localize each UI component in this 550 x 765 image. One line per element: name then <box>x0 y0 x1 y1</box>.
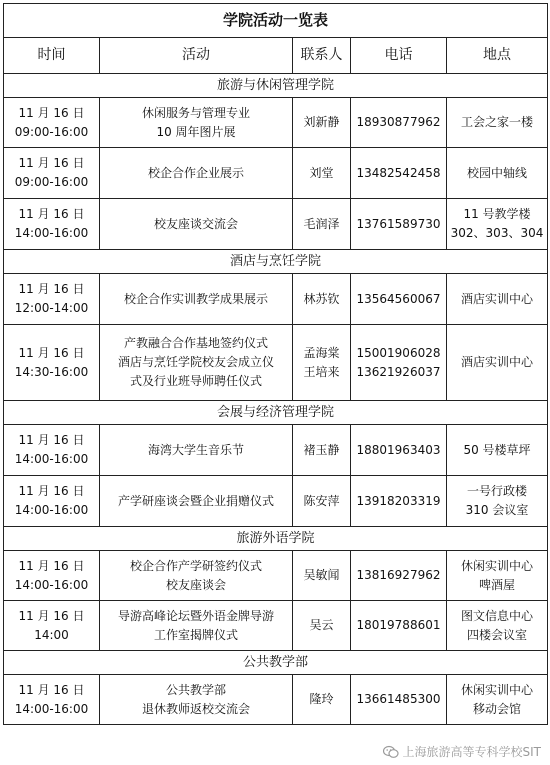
table-row <box>4 601 548 651</box>
place-line: 图文信息中心 <box>461 608 534 623</box>
place-cell <box>447 601 548 651</box>
contact-line: 吴云 <box>309 618 334 632</box>
phone-line: 13761589730 <box>356 216 441 231</box>
activity-line: 产学研座谈会暨企业捐赠仪式 <box>117 493 274 508</box>
activity-cell <box>100 274 293 325</box>
place-cell <box>447 148 548 199</box>
place-cell <box>447 675 548 725</box>
phone-line: 13621926037 <box>356 364 441 379</box>
time-cell <box>4 476 100 527</box>
place-line: 11 号教学楼 <box>463 207 531 221</box>
time-line: 11 月 16 日 <box>18 433 85 447</box>
phone-line: 13482542458 <box>356 165 441 180</box>
contact-line: 陈安萍 <box>303 493 340 508</box>
time-line: 11 月 16 日 <box>18 608 85 623</box>
contact-cell <box>293 675 351 725</box>
time-cell <box>4 199 100 250</box>
time-cell <box>4 425 100 476</box>
activity-cell <box>100 551 293 601</box>
activity-cell <box>100 98 293 148</box>
contact-line: 刘新静 <box>303 115 340 129</box>
time-cell <box>4 325 100 401</box>
phone-cell <box>351 551 447 601</box>
phone-line: 15001906028 <box>356 345 441 360</box>
place-line: 移动会馆 <box>473 701 522 716</box>
section-name: 公共教学部 <box>4 651 548 675</box>
phone-cell <box>351 274 447 325</box>
time-line: 09:00-16:00 <box>14 175 89 189</box>
time-line: 14:00-16:00 <box>14 226 89 240</box>
time-line: 12:00-14:00 <box>14 301 89 315</box>
time-line: 09:00-16:00 <box>14 124 89 139</box>
section-row <box>4 250 548 274</box>
time-cell <box>4 148 100 199</box>
time-line: 14:00-16:00 <box>14 503 89 517</box>
place-line: 酒店实训中心 <box>461 355 534 369</box>
place-cell <box>447 199 548 250</box>
activity-line: 校友座谈交流会 <box>153 216 238 231</box>
header-place: 地点 <box>447 38 548 74</box>
activity-line: 产教融合合作基地签约仪式 <box>123 336 268 350</box>
table-row <box>4 325 548 401</box>
time-line: 11 月 16 日 <box>18 484 85 498</box>
time-line: 11 月 16 日 <box>18 282 85 296</box>
phone-line: 13918203319 <box>356 493 441 508</box>
activity-line: 10 周年图片展 <box>156 124 236 139</box>
table-row <box>4 425 548 476</box>
place-line: 酒店实训中心 <box>461 291 534 306</box>
activity-line: 校企合作实训教学成果展示 <box>123 291 268 306</box>
activity-cell <box>100 425 293 476</box>
place-cell <box>447 551 548 601</box>
table-row <box>4 551 548 601</box>
table-row <box>4 148 548 199</box>
place-line: 50 号楼草坪 <box>463 442 531 457</box>
contact-cell <box>293 325 351 401</box>
time-line: 11 月 16 日 <box>18 345 85 360</box>
contact-cell <box>293 274 351 325</box>
contact-line: 王培来 <box>303 364 340 379</box>
phone-line: 18019788601 <box>356 618 441 632</box>
contact-line: 隆玲 <box>309 692 334 706</box>
activity-cell <box>100 675 293 725</box>
place-line: 休闲实训中心 <box>461 558 534 573</box>
time-line: 14:30-16:00 <box>14 364 89 379</box>
section-row <box>4 527 548 551</box>
contact-cell <box>293 425 351 476</box>
phone-cell <box>351 148 447 199</box>
place-cell <box>447 98 548 148</box>
contact-cell <box>293 601 351 651</box>
contact-line: 吴敏闻 <box>303 568 340 582</box>
activity-cell <box>100 601 293 651</box>
place-cell <box>447 325 548 401</box>
table-row <box>4 274 548 325</box>
place-line: 休闲实训中心 <box>461 682 534 697</box>
phone-cell <box>351 476 447 527</box>
contact-line: 毛润泽 <box>303 216 340 231</box>
section-name: 旅游与休闲管理学院 <box>4 74 548 98</box>
phone-cell <box>351 199 447 250</box>
section-row <box>4 74 548 98</box>
table-row <box>4 199 548 250</box>
contact-cell <box>293 199 351 250</box>
time-line: 11 月 16 日 <box>18 558 85 573</box>
time-line: 14:00 <box>34 627 69 642</box>
time-line: 14:00-16:00 <box>14 452 89 466</box>
contact-line: 孟海棠 <box>303 345 340 360</box>
contact-cell <box>293 148 351 199</box>
header-contact: 联系人 <box>293 38 351 74</box>
contact-line: 林苏钦 <box>303 291 340 306</box>
phone-line: 13816927962 <box>356 568 441 582</box>
activity-line: 校企合作产学研签约仪式 <box>129 558 262 573</box>
contact-line: 刘堂 <box>309 165 334 180</box>
time-cell <box>4 551 100 601</box>
phone-line: 13661485300 <box>356 692 441 706</box>
time-cell <box>4 601 100 651</box>
place-cell <box>447 274 548 325</box>
activity-line: 公共教学部 <box>165 682 226 697</box>
activity-cell <box>100 148 293 199</box>
section-name: 会展与经济管理学院 <box>4 401 548 425</box>
time-line: 11 月 16 日 <box>18 682 85 697</box>
watermark <box>380 742 545 761</box>
place-cell <box>447 476 548 527</box>
section-row <box>4 401 548 425</box>
place-line: 302、303、304 <box>450 226 544 240</box>
watermark-text: 上海旅游高等专科学校SIT <box>402 745 541 759</box>
activity-line: 校企合作企业展示 <box>147 165 244 180</box>
phone-line: 13564560067 <box>356 291 441 306</box>
activity-line: 退休教师返校交流会 <box>141 701 250 716</box>
time-line: 11 月 16 日 <box>18 207 85 221</box>
activity-line: 校友座谈会 <box>165 577 226 592</box>
section-name: 旅游外语学院 <box>4 527 548 551</box>
place-cell <box>447 425 548 476</box>
header-row <box>4 38 548 74</box>
time-line: 11 月 16 日 <box>18 156 85 170</box>
time-cell <box>4 274 100 325</box>
table-row <box>4 98 548 148</box>
place-line: 四楼会议室 <box>467 627 528 642</box>
table-row <box>4 675 548 725</box>
activity-cell <box>100 199 293 250</box>
activity-line: 海湾大学生音乐节 <box>147 442 244 457</box>
place-line: 啤酒屋 <box>479 577 516 592</box>
section-name: 酒店与烹饪学院 <box>4 250 548 274</box>
table-title: 学院活动一览表 <box>4 4 548 38</box>
time-cell <box>4 98 100 148</box>
activity-line: 休闲服务与管理专业 <box>141 105 250 120</box>
activity-table <box>3 3 548 725</box>
activity-cell <box>100 325 293 401</box>
activity-cell <box>100 476 293 527</box>
place-line: 校园中轴线 <box>467 165 528 180</box>
time-line: 11 月 16 日 <box>18 105 85 120</box>
phone-cell <box>351 675 447 725</box>
activity-line: 导游高峰论坛暨外语金牌导游 <box>117 608 274 623</box>
table-row <box>4 476 548 527</box>
place-line: 工会之家一楼 <box>461 115 534 129</box>
phone-cell <box>351 325 447 401</box>
phone-cell <box>351 425 447 476</box>
time-cell <box>4 675 100 725</box>
phone-cell <box>351 98 447 148</box>
contact-line: 褚玉静 <box>303 442 340 457</box>
header-activity: 活动 <box>100 38 293 74</box>
activity-line: 式及行业班导师聘任仪式 <box>129 374 262 388</box>
time-line: 14:00-16:00 <box>14 577 89 592</box>
header-time: 时间 <box>4 38 100 74</box>
place-line: 一号行政楼 <box>467 484 528 498</box>
contact-cell <box>293 551 351 601</box>
phone-cell <box>351 601 447 651</box>
wechat-icon <box>383 745 399 759</box>
section-row <box>4 651 548 675</box>
activity-line: 酒店与烹饪学院校友会成立仪 <box>117 355 274 369</box>
place-line: 310 会议室 <box>465 503 529 517</box>
phone-line: 18930877962 <box>356 115 441 129</box>
contact-cell <box>293 476 351 527</box>
contact-cell <box>293 98 351 148</box>
header-phone: 电话 <box>351 38 447 74</box>
time-line: 14:00-16:00 <box>14 701 89 716</box>
activity-line: 工作室揭牌仪式 <box>153 627 238 642</box>
phone-line: 18801963403 <box>356 442 441 457</box>
